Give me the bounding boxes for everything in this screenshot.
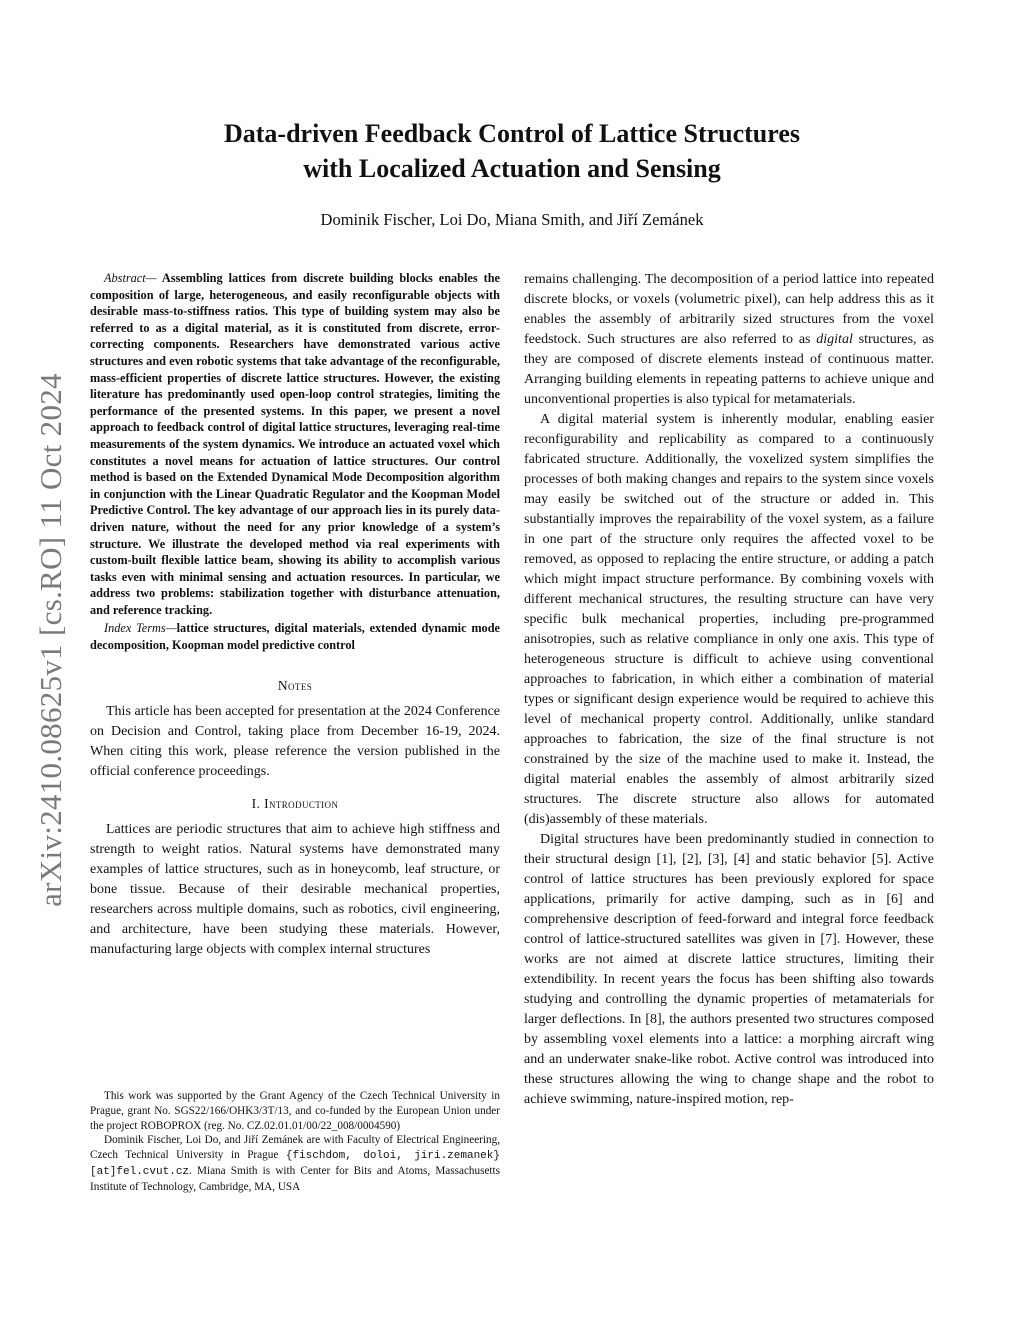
intro-paragraph-1: Lattices are periodic structures that aim to achieve high stiffness and strength to weight ratios. Natural systems have demonstrated many examples of lattice structures, such as in honeycomb, leaf structure, or bone tissue. Because of their desirable mechanical properties, researchers across multiple domains, such as robotics, civil engineering, and architecture, have been studying these materials. However, manufacturing large objects with complex internal structures [90, 821, 500, 957]
index-terms [90, 620, 500, 653]
title-line-2: with Localized Actuation and Sensing [303, 154, 721, 183]
index-terms-text: lattice structures, digital materials, extended dynamic mode decomposition, Koopman model predictive control [90, 621, 501, 653]
notes-text: This article has been accepted for presentation at the 2024 Conference on Decision and Control, taking place from December 16-19, 2024. When citing this work, please reference the version published in the official conference proceedings. [90, 703, 500, 779]
footnote-affiliation-text-b: . Miana Smith is with Center for Bits and Atoms, Massachusetts Institute of Technology, Cambridge, MA, USA [90, 1164, 500, 1193]
footnote-email: {fischdom, doloi, jiri.zemanek}[at]fel.cvut.cz [90, 1150, 500, 1178]
body-paragraph-1-a: remains challenging. The decomposition of a period lattice into repeated discrete blocks, or voxels (volumetric pixel), can help address this as it enables the assembly of arbitrarily sized structures from the voxel feedstock. Such structures are also referred to as [524, 272, 934, 347]
arxiv-stamp: arXiv:2410.08625v1 [cs.RO] 11 Oct 2024 [33, 373, 68, 907]
paper-title [150, 116, 874, 186]
abstract [90, 270, 500, 618]
index-terms-label: Index Terms— [104, 621, 177, 636]
abstract-text: Assembling lattices from discrete building blocks enables the composition of large, heterogeneous, and easily reconfigurable objects with desirable mass-to-stiffness ratios. This type of building system may also be referred to as a digital material, as it is constituted from discrete, error-correcting components. Researchers have demonstrated various active structures and even robotic systems that take advantage of the reconfigurable, mass-efficient properties of discrete lattice structures. However, the existing literature has predominantly used open-loop control strategies, limiting the performance of the presented systems. In this paper, we present a novel approach to feedback control of digital lattice structures, leveraging real-time measurements of the system dynamics. We introduce an actuated voxel which constitutes a novel means for actuation of lattice structures. Our control method is based on the Extended Dynamical Mode Decomposition algorithm in conjunction with the Linear Quadratic Regulator and the Koopman Model Predictive Control. The key advantage of our approach lies in its purely data-driven nature, without the need for any prior knowledge of a system’s structure. We illustrate the developed method via real experiments with custom-built flexible lattice beam, showing its ability to accomplish various tasks even with minimal sensing and actuation resources. In particular, we address two problems: stabilization together with disturbance attenuation, and reference tracking. [90, 271, 500, 617]
abstract-label: Abstract— [104, 271, 157, 285]
author-list: Dominik Fischer, Loi Do, Miana Smith, and Jiří Zemánek [320, 210, 704, 229]
footnote-funding: This work was supported by the Grant Agency of the Czech Technical University in Prague, grant No. SGS22/166/OHK3/3T/13, and co-funded by the European Union under the project ROBOPROX (reg. No. CZ.02.01.01/00/22_008/0004590) [90, 1090, 500, 1132]
body-paragraph-1-emphasis: digital [816, 332, 853, 347]
body-paragraph-3: Digital structures have been predominantly studied in connection to their structural design [1], [2], [3], [4] and static behavior [5]. Active control of lattice structures has been previously explored for space applications, primarily for active damping, such as in [6] and comprehensive description of feed-forward and integral force feedback control of lattice-structured satellites was given in [7]. However, these works are not aimed at discrete lattice structures, limiting their extendibility. In recent years the focus has been shifting also towards studying and controlling the dynamic properties of metamaterials for larger deflections. In [8], the authors presented two structures composed by assembling voxel elements into a lattice: a morphing aircraft wing and an underwater snake-like robot. Active control was introduced into these structures allowing the wing to change shape and the robot to achieve swimming, nature-inspired motion, rep- [524, 832, 934, 1107]
footnote-affiliations [90, 1133, 500, 1194]
left-column [90, 270, 500, 960]
right-column [524, 270, 934, 1110]
footnotes [90, 1089, 500, 1195]
intro-heading: I. Introduction [251, 795, 339, 811]
body-paragraph-2: A digital material system is inherently modular, enabling easier reconfigurability and replicability as compared to a continuously fabricated structure. Additionally, the voxelized system simplifies the processes of both making changes and repairs to the system since voxels may easily be switched out of the structure or added in. This substantially improves the repairability of the voxel system, as a failure in one part of the structure only requires the affected voxel to be removed, as opposed to replacing the entire structure, or adding a patch which might impact structure performance. By combining voxels with different mechanical structures, the resulting structure can have very specific bulk mechanical properties, including pre-programmed anisotropies, such as relative compliance in only one axis. This type of heterogeneous structure is difficult to achieve using conventional approaches to fabrication, in which either a combination of material types or significant design experience would be required to achieve this level of mechanical property control. Additionally, unlike standard approaches to fabrication, the size of the final structure is not constrained by the size of the machine used to make it. Instead, the digital material enables the assembly of almost arbitrarily sized structures. The discrete structure also allows for automated (dis)assembly of these materials. [524, 412, 934, 827]
body-paragraph-1 [524, 270, 934, 410]
footnote-affiliation-text-a: Dominik Fischer, Loi Do, and Jiří Zemánek are with Faculty of Electrical Engineering, Czech Technical University in Prague [90, 1134, 500, 1162]
notes-heading: Notes [277, 677, 313, 693]
title-line-1: Data-driven Feedback Control of Lattice Structures [223, 119, 800, 148]
body-paragraph-1-b: structures, as they are composed of discrete elements instead of continuous matter. Arranging building elements in repeating patterns to achieve unique and unconventional properties is also typical for metamaterials. [524, 332, 934, 407]
